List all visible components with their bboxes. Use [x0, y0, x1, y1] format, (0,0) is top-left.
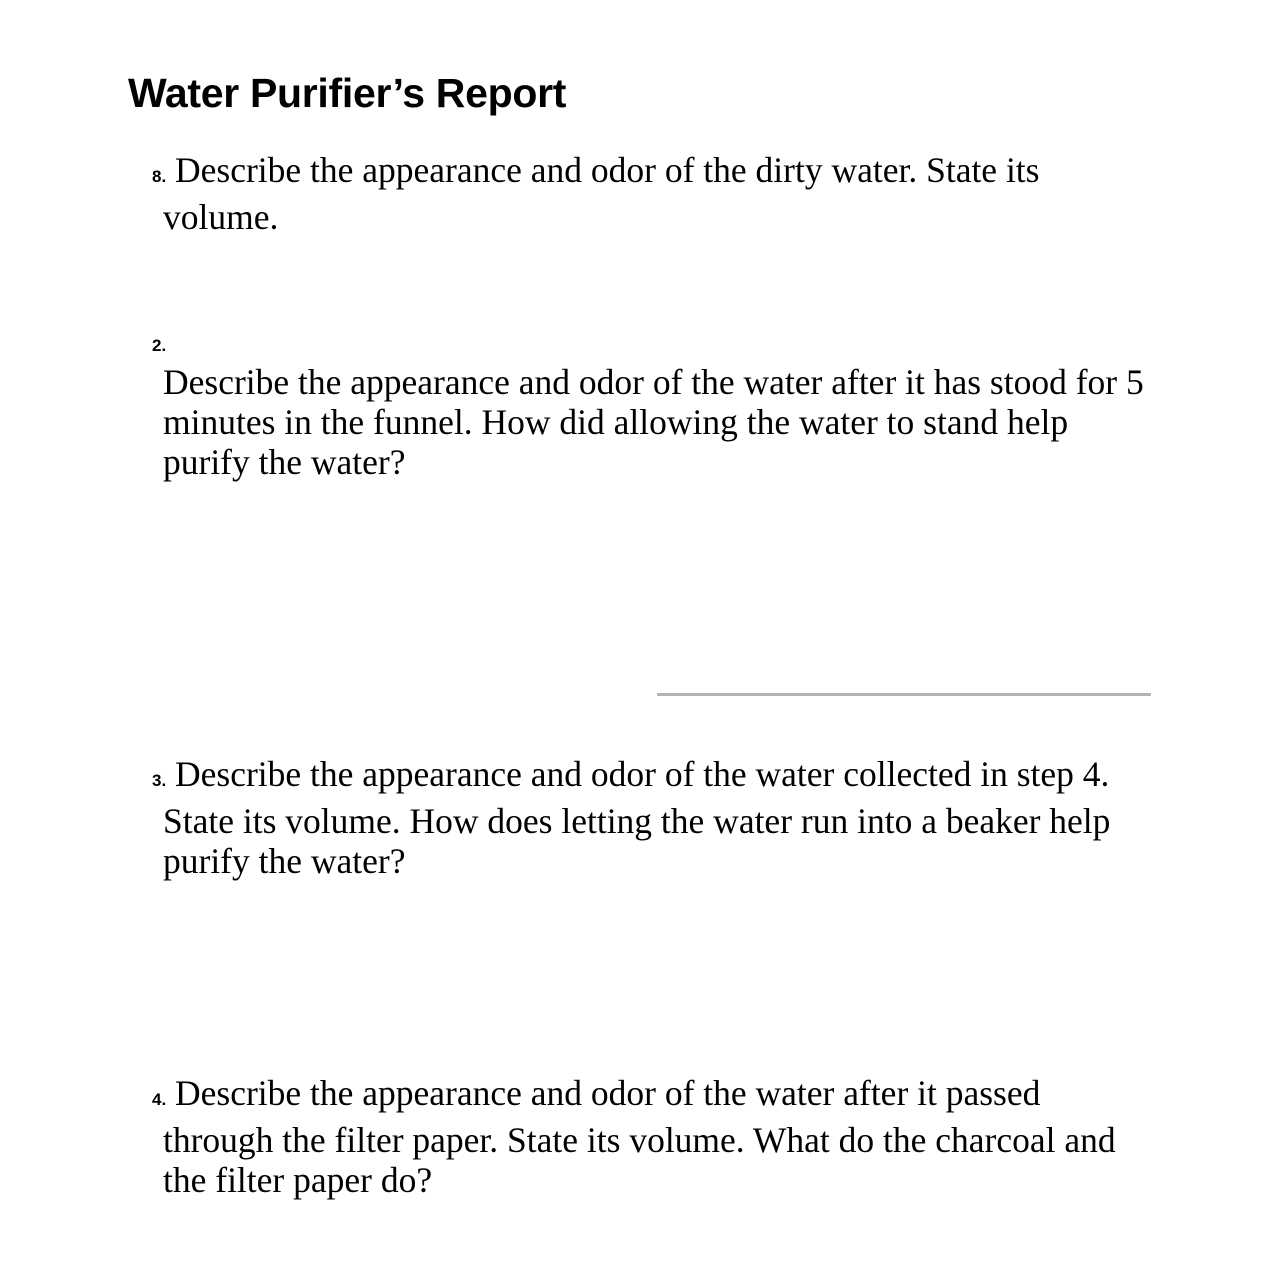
- question-text-line: Describe the appearance and odor of the water collected in step 4.: [175, 754, 1110, 794]
- question-item: [152, 335, 1162, 482]
- question-text-line: through the filter paper. State its volume. What do the charcoal and: [163, 1120, 1116, 1160]
- page-title: Water Purifier’s Report: [128, 70, 567, 116]
- question-text-line: purify the water?: [163, 841, 406, 881]
- question-item: [152, 1073, 1162, 1200]
- question-number: 4.: [152, 1090, 167, 1109]
- question-text-line: minutes in the funnel. How did allowing the water to stand help: [163, 402, 1069, 442]
- question-number: 8.: [152, 167, 167, 186]
- question-item: [152, 150, 1162, 237]
- question-item: [152, 754, 1162, 881]
- question-number: 2.: [152, 336, 167, 355]
- question-text-line: Describe the appearance and odor of the water after it passed: [175, 1073, 1041, 1113]
- question-text-line: the filter paper do?: [163, 1160, 433, 1200]
- divider-line: [657, 693, 1151, 696]
- question-text-line: Describe the appearance and odor of the water after it has stood for 5: [163, 362, 1144, 402]
- question-text-line: Describe the appearance and odor of the dirty water. State its: [175, 150, 1040, 190]
- question-text-line: volume.: [163, 197, 279, 237]
- question-number: 3.: [152, 771, 167, 790]
- question-text-line: State its volume. How does letting the water run into a beaker help: [163, 801, 1111, 841]
- question-text-line: purify the water?: [163, 442, 406, 482]
